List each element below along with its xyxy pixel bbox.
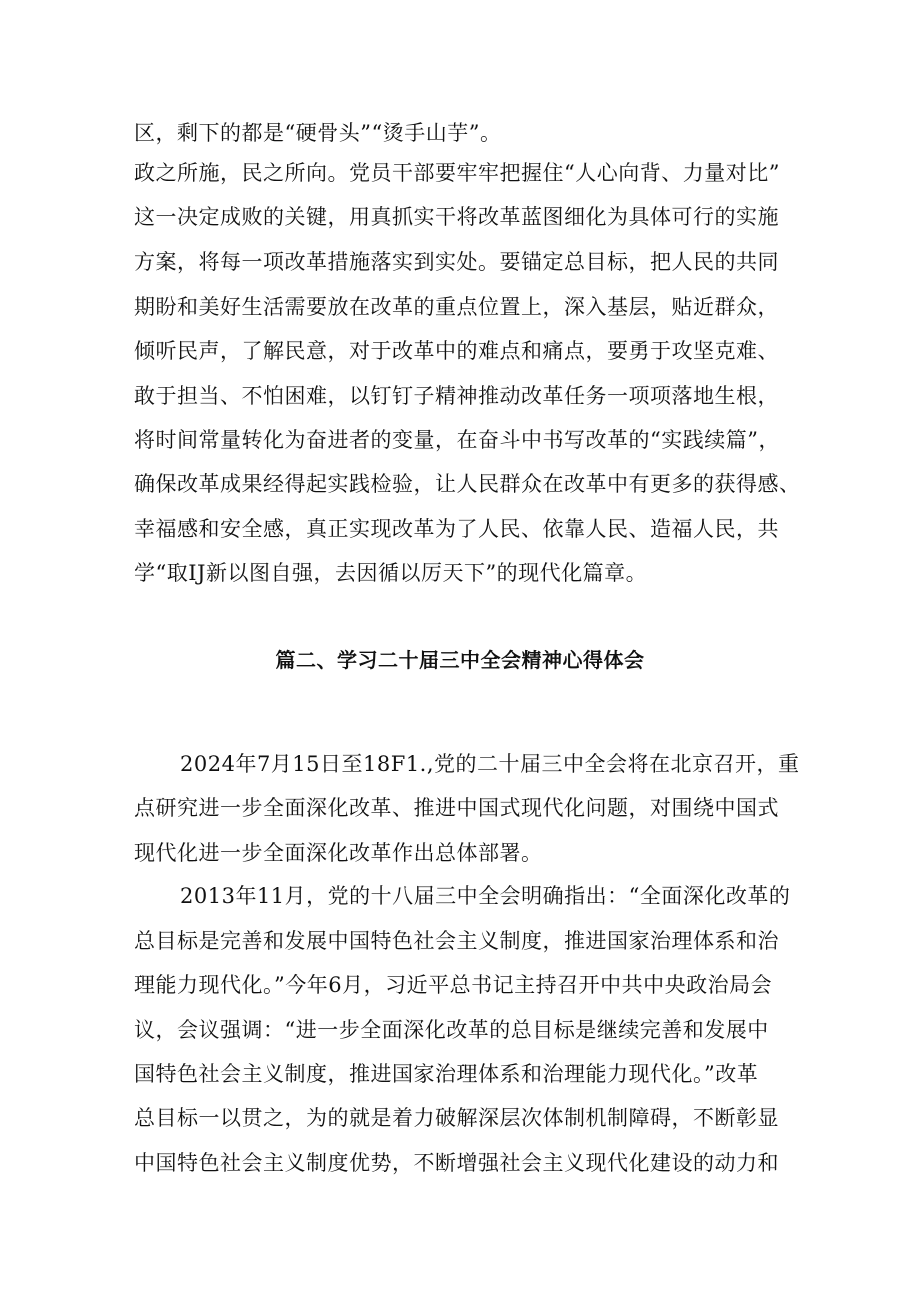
text-line: 将时间常量转化为奋进者的变量，在奋斗中书写改革的“实践续篇”， bbox=[134, 428, 780, 452]
text-line: 期盼和美好生活需要放在改革的重点位置上，深入基层，贴近群众， bbox=[134, 295, 779, 319]
text-line: 幸福感和安全感，真正实现改革为了人民、依靠人民、造福人民，共 bbox=[134, 517, 779, 541]
text-line: 学“取IJ新以图自强，去因循以厉天下”的现代化篇章。 bbox=[134, 561, 648, 585]
text-line: 政之所施，民之所向。党员干部要牢牢把握住“人心向背、力量对比” bbox=[134, 161, 780, 185]
text-line: 敢于担当、不怕困难，以钉钉子精神推动改革任务一项项落地生根， bbox=[134, 384, 779, 408]
text-line: 2024年7月15日至18F1.,党的二十届三中全会将在北京召开，重 bbox=[180, 752, 800, 776]
text-line: 这一决定成败的关键，用真抓实干将改革蓝图细化为具体可行的实施 bbox=[134, 205, 779, 229]
text-line: 理能力现代化。”今年6月，习近平总书记主持召开中共中央政治局会 bbox=[134, 973, 773, 997]
text-line: 确保改革成果经得起实践检验，让人民群众在改革中有更多的获得感、 bbox=[134, 472, 801, 496]
section-title: 篇二、学习二十届三中全会精神心得体会 bbox=[275, 648, 645, 672]
text-line: 方案，将每一项改革措施落实到实处。要锚定总目标，把人民的共同 bbox=[134, 250, 779, 274]
text-line: 中国特色社会主义制度优势，不断增强社会主义现代化建设的动力和 bbox=[134, 1151, 779, 1175]
text-line: 议，会议强调：“进一步全面深化改革的总目标是继续完善和发展中 bbox=[134, 1018, 769, 1042]
text-line: 点研究进一步全面深化改革、推进中国式现代化问题，对围绕中国式 bbox=[134, 796, 779, 820]
text-line: 2013年11月，党的十八届三中全会明确指出：“全面深化改革的 bbox=[180, 884, 791, 908]
text-line: 国特色社会主义制度，推进国家治理体系和治理能力现代化。”改革 bbox=[134, 1062, 759, 1086]
text-line: 区，剩下的都是“硬骨头”“烫手山芋”。 bbox=[134, 121, 502, 145]
text-line: 倾听民声，了解民意，对于改革中的难点和痛点，要勇于攻坚克难、 bbox=[134, 339, 779, 363]
text-line: 总目标是完善和发展中国特色社会主义制度，推进国家治理体系和治 bbox=[134, 929, 779, 953]
text-line: 总目标一以贯之，为的就是着力破解深层次体制机制障碍，不断彰显 bbox=[134, 1106, 779, 1130]
text-line: 现代化进一步全面深化改革作出总体部署。 bbox=[134, 841, 543, 865]
